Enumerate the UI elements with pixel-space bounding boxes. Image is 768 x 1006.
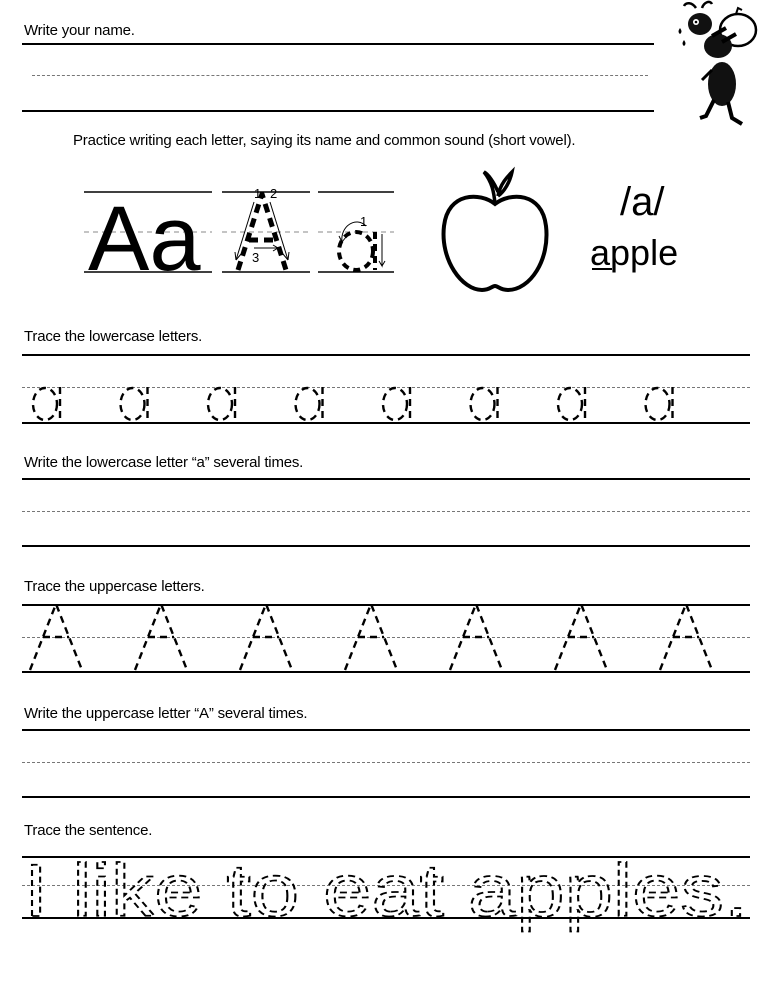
- stroke-number-1: 1: [254, 186, 262, 201]
- traced-sentence: I like to eat apples.: [24, 850, 748, 932]
- traced-uppercase-a[interactable]: [135, 604, 187, 670]
- stroke-number-2: 2: [270, 186, 278, 201]
- traced-lowercase-a-bowl: [383, 388, 407, 420]
- traced-lowercase-a[interactable]: [471, 387, 498, 422]
- name-label: Write your name.: [24, 22, 135, 39]
- write-upper-mid-line: [22, 762, 750, 763]
- ant-carrying-apple-icon: [672, 0, 762, 130]
- traced-lowercase-a[interactable]: [33, 387, 60, 422]
- traced-lowercase-a[interactable]: [383, 387, 410, 422]
- traced-lowercase-a-bowl: [296, 388, 320, 420]
- example-word-underline: [592, 268, 612, 270]
- trace-lowercase-label: Trace the lowercase letters.: [24, 328, 203, 345]
- traced-lowercase-a-bowl: [471, 388, 495, 420]
- trace-sentence-row[interactable]: [0, 850, 768, 950]
- traced-uppercase-a[interactable]: [555, 604, 607, 670]
- name-base-line[interactable]: [22, 110, 654, 112]
- traced-uppercase-a[interactable]: [240, 604, 292, 670]
- name-top-line: [22, 43, 654, 45]
- write-lowercase-label: Write the lowercase letter “a” several times.: [24, 454, 304, 471]
- trace-lower-top-line: [22, 354, 750, 356]
- stroke-number-lower-1: 1: [360, 214, 368, 229]
- traced-uppercase-a[interactable]: [345, 604, 397, 670]
- practice-instruction: Practice writing each letter, saying its name and common sound (short vowel).: [73, 132, 576, 149]
- traced-lowercase-a-bowl: [121, 388, 145, 420]
- traced-lowercase-a[interactable]: [558, 387, 585, 422]
- guided-uppercase-a: [222, 182, 312, 276]
- trace-uppercase-label: Trace the uppercase letters.: [24, 578, 205, 595]
- write-lower-base-line[interactable]: [22, 545, 750, 547]
- traced-lowercase-a[interactable]: [208, 387, 235, 422]
- traced-uppercase-a[interactable]: [450, 604, 502, 670]
- trace-uppercase-row[interactable]: [0, 600, 768, 674]
- traced-lowercase-a-bowl: [558, 388, 582, 420]
- model-letters: Aa: [88, 188, 201, 276]
- traced-lowercase-a[interactable]: [646, 387, 673, 422]
- write-upper-base-line[interactable]: [22, 796, 750, 798]
- letter-model-aa: [84, 186, 214, 276]
- trace-sentence-label: Trace the sentence.: [24, 822, 153, 839]
- traced-lowercase-a-bowl: [33, 388, 57, 420]
- write-lower-top-line: [22, 478, 750, 480]
- guided-lowercase-a: [318, 182, 398, 276]
- write-lower-mid-line: [22, 511, 750, 512]
- traced-lowercase-a-bowl: [208, 388, 232, 420]
- short-vowel-sound: /a/: [620, 180, 665, 224]
- traced-uppercase-a[interactable]: [660, 604, 712, 670]
- stroke-number-3: 3: [252, 250, 260, 265]
- traced-lowercase-a-bowl: [646, 388, 670, 420]
- write-uppercase-label: Write the uppercase letter “A” several times.: [24, 705, 308, 722]
- write-upper-top-line: [22, 729, 750, 731]
- traced-lowercase-a[interactable]: [296, 387, 323, 422]
- traced-uppercase-a[interactable]: [30, 604, 82, 670]
- traced-lowercase-a[interactable]: [121, 387, 148, 422]
- name-mid-line: [32, 75, 648, 76]
- trace-lowercase-row[interactable]: [0, 380, 768, 428]
- example-word: apple: [590, 232, 679, 273]
- apple-icon: [438, 166, 552, 294]
